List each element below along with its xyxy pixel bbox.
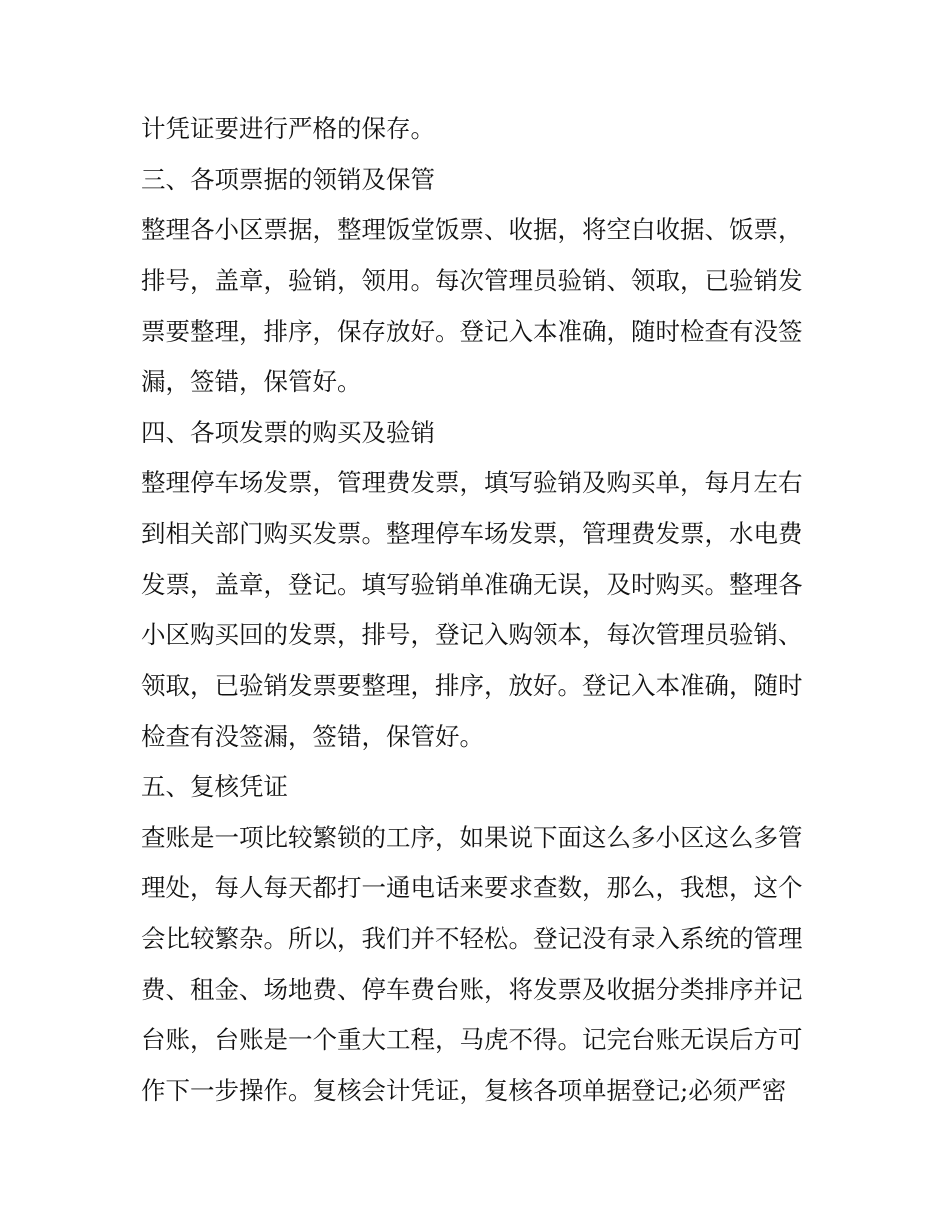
text-line: 会比较繁杂。所以，我们并不轻松。登记没有录入系统的管理 [141,924,803,953]
text-line: 作下一步操作。复核会计凭证，复核各项单据登记;必须严密 [141,1076,787,1105]
text-line: 排号，盖章，验销，领用。每次管理员验销、领取，已验销发 [141,266,803,295]
section-heading: 三、各项票据的领销及保管 [141,165,435,194]
section-heading: 四、各项发票的购买及验销 [141,418,435,447]
text-line: 理处，每人每天都打一通电话来要求查数，那么，我想，这个 [141,873,803,902]
text-line: 台账，台账是一个重大工程，马虎不得。记完台账无误后方可 [141,1025,803,1054]
text-line: 整理停车场发票，管理费发票，填写验销及购买单，每月左右 [141,468,803,497]
text-line: 领取，已验销发票要整理，排序，放好。登记入本准确，随时 [141,671,803,700]
text-line: 票要整理，排序，保存放好。登记入本准确，随时检查有没签 [141,317,803,346]
text-line: 查账是一项比较繁锁的工序，如果说下面这么多小区这么多管 [141,823,803,852]
text-line: 漏，签错，保管好。 [141,367,362,396]
text-line: 到相关部门购买发票。整理停车场发票，管理费发票，水电费 [141,519,803,548]
text-line: 发票，盖章，登记。填写验销单准确无误，及时购买。整理各 [141,570,803,599]
section-heading: 五、复核凭证 [141,772,288,801]
text-line: 小区购买回的发票，排号，登记入购领本，每次管理员验销、 [141,620,803,649]
text-line: 整理各小区票据，整理饭堂饭票、收据，将空白收据、饭票， [141,215,803,244]
text-line: 检查有没签漏，签错，保管好。 [141,722,484,751]
text-line: 计凭证要进行严格的保存。 [141,114,435,143]
text-line: 费、租金、场地费、停车费台账，将发票及收据分类排序并记 [141,975,803,1004]
